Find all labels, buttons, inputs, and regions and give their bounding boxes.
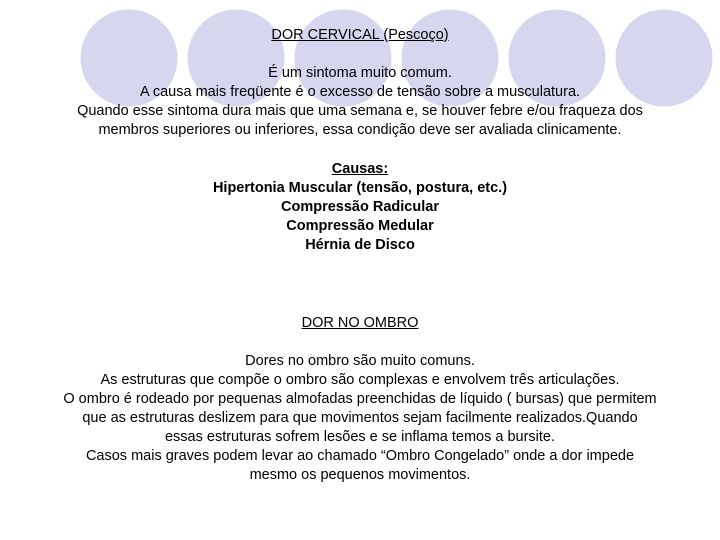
paragraph-line: As estruturas que compõe o ombro são complexas e envolvem três articulações. bbox=[100, 372, 620, 388]
cause-item: Compressão Radicular bbox=[281, 199, 439, 215]
paragraph-line: É um sintoma muito comum. bbox=[268, 65, 452, 81]
cause-item: Compressão Medular bbox=[286, 218, 434, 234]
causes-title: Causas: bbox=[331, 161, 389, 177]
paragraph-line: Casos mais graves podem levar ao chamado “Ombro Congelado” onde a dor impede bbox=[85, 448, 635, 464]
paragraph-line: Quando esse sintoma dura mais que uma semana e, se houver febre e/ou fraqueza dos bbox=[77, 103, 643, 119]
paragraph-line: membros superiores ou inferiores, essa condição deve ser avaliada clinicamente. bbox=[98, 122, 622, 138]
paragraph-line: Dores no ombro são muito comuns. bbox=[245, 353, 475, 369]
paragraph-line: essas estruturas sofrem lesões e se inflama temos a bursite. bbox=[164, 429, 556, 445]
section-title-shoulder-pain: DOR NO OMBRO bbox=[301, 315, 419, 331]
paragraph-line: A causa mais freqüente é o excesso de tensão sobre a musculatura. bbox=[139, 84, 581, 100]
cause-item: Hipertonia Muscular (tensão, postura, etc.) bbox=[212, 180, 508, 196]
paragraph-line: mesmo os pequenos movimentos. bbox=[249, 467, 471, 483]
cause-item: Hérnia de Disco bbox=[305, 237, 415, 253]
paragraph-line: O ombro é rodeado por pequenas almofadas preenchidas de líquido ( bursas) que permitem bbox=[63, 391, 657, 407]
section-title-neck-pain: DOR CERVICAL (Pescoço) bbox=[271, 27, 449, 43]
paragraph-line: que as estruturas deslizem para que movimentos sejam facilmente realizados.Quando bbox=[82, 410, 638, 426]
